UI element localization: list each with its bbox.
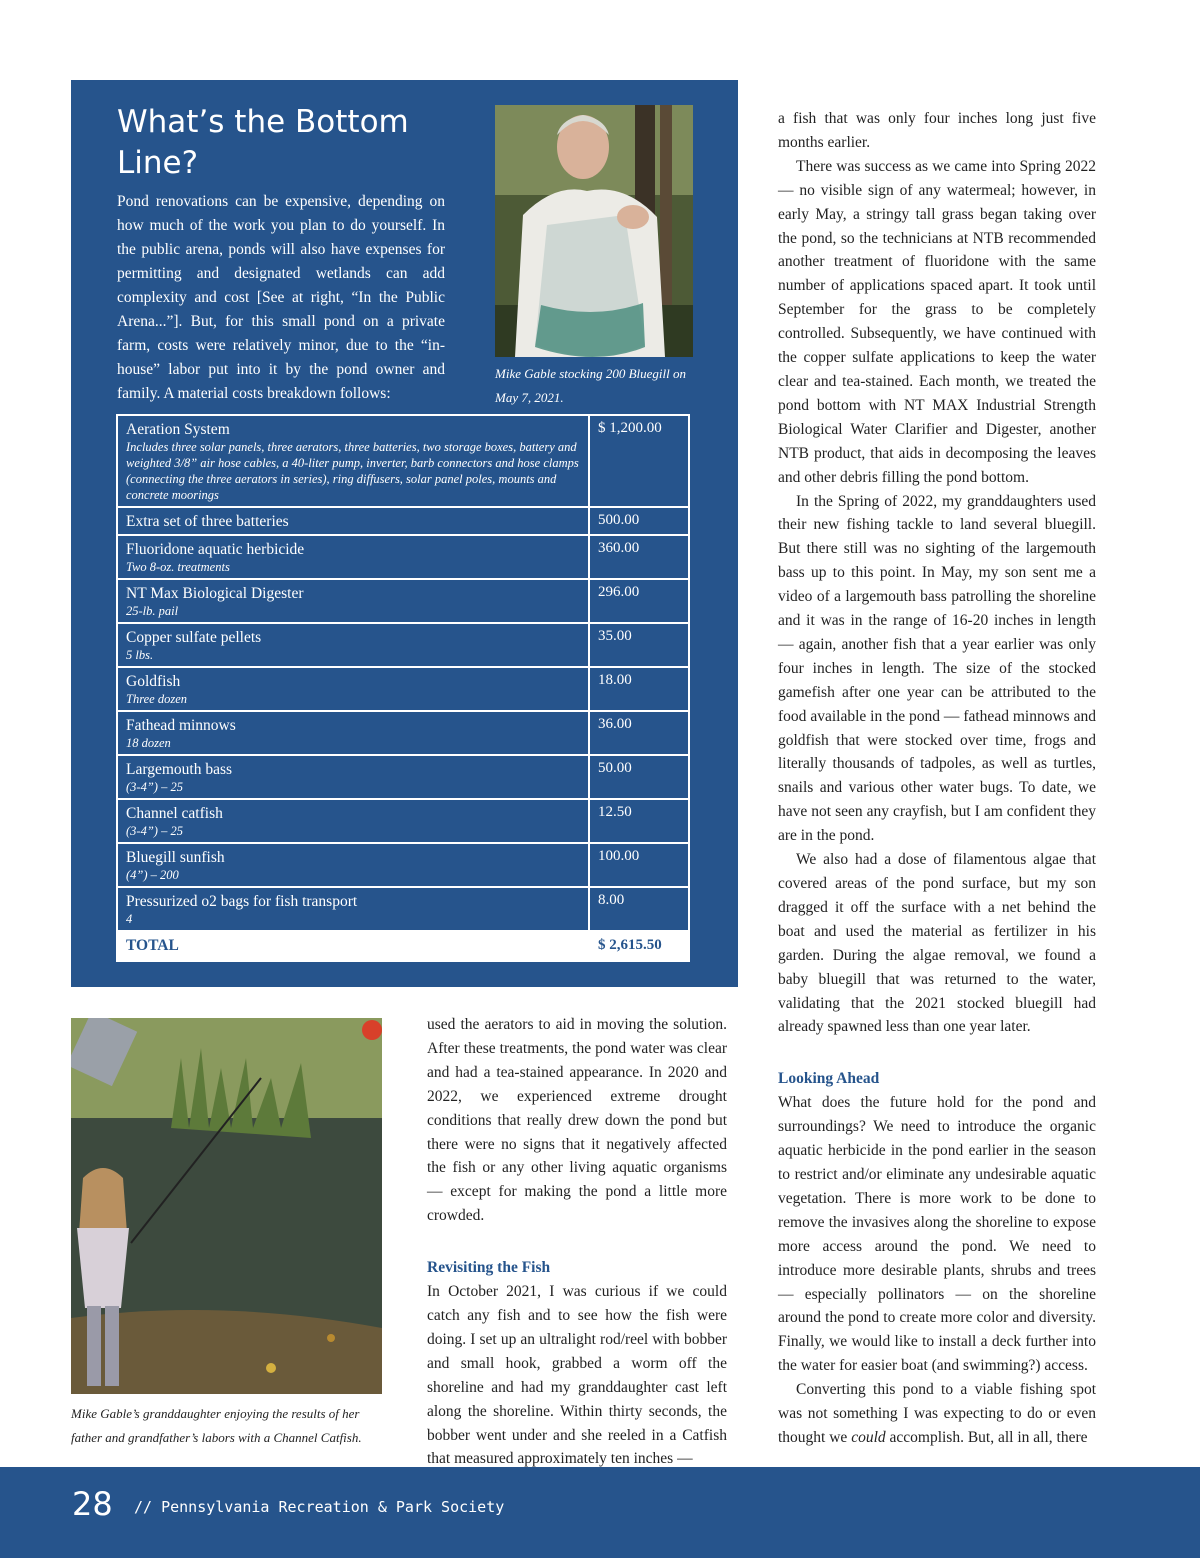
cost-item: Extra set of three batteries	[126, 513, 289, 530]
paragraph: We also had a dose of filamentous algae that covered areas of the pond surface, but my son dragged it off the surface with a net behind the boat and used the material as fertilizer in his garden. During the algae removal, we found a baby bluegill that was returned to the water, validating that the 2021 stocked bluegill had already spawned less than one year later.	[778, 851, 1096, 1036]
cost-amount: 12.50	[589, 799, 689, 843]
cost-row	[117, 711, 689, 755]
cost-row	[117, 415, 689, 507]
cost-amount: 36.00	[589, 711, 689, 755]
section-heading-revisiting-fish: Revisiting the Fish	[427, 1259, 551, 1277]
cost-row	[117, 623, 689, 667]
cost-detail: 4	[126, 912, 133, 926]
text-run: Converting this pond to a viable fishing spot was not something I was expecting to do or even thought we	[778, 1381, 1096, 1446]
cost-amount: 50.00	[589, 755, 689, 799]
publication-name: // Pennsylvania Recreation & Park Society	[134, 1498, 505, 1516]
cost-row	[117, 535, 689, 579]
text-run: accomplish. But, all in all, there	[885, 1428, 1088, 1446]
paragraph: a fish that was only four inches long just five months earlier.	[778, 110, 1096, 151]
bottom-line-sidebar	[71, 80, 738, 987]
cost-detail: (4”) – 200	[126, 868, 179, 882]
cost-item: NT Max Biological Digester	[126, 585, 304, 602]
cost-detail: Three dozen	[126, 692, 187, 706]
paragraph: In October 2021, I was curious if we could catch any fish and to see how the fish were doing. I set up an ultralight rod/reel with bobber and small hook, grabbed a worm off the shoreline and had my granddaughter cast left along the shoreline. Within thirty seconds, the bobber went under and she reeled in a Catfish that measured approximately ten inches —	[427, 1283, 727, 1468]
paragraph	[778, 1378, 1096, 1450]
cost-detail: Two 8-oz. treatments	[126, 560, 230, 574]
paragraph: What does the future hold for the pond and surroundings? We need to introduce the organic aquatic herbicide in the pond earlier in the season to restrict and/or eliminate any undesirable aquatic vegetation. There is more work to be done to remove the invasives along the shoreline to expose more access around the pond. We need to introduce more desirable plants, shrubs and trees — especially pollinators — on the shoreline around the pond to create more color and diversity. Finally, we would like to install a deck further into the water for easier boat (and swimming?) access.	[778, 1094, 1096, 1375]
cost-row	[117, 755, 689, 799]
total-row	[117, 931, 689, 961]
emphasis: could	[851, 1428, 886, 1446]
catfish-photo-caption: Mike Gable’s granddaughter enjoying the results of her father and grandfather’s labors with a Channel Catfish.	[71, 1406, 362, 1445]
cost-row	[117, 887, 689, 931]
section-heading-looking-ahead: Looking Ahead	[778, 1070, 880, 1088]
total-label: TOTAL	[117, 931, 589, 961]
cost-row	[117, 799, 689, 843]
cost-amount: 18.00	[589, 667, 689, 711]
cost-row	[117, 579, 689, 623]
cost-amount: 100.00	[589, 843, 689, 887]
cost-amount: 500.00	[589, 507, 689, 535]
cost-row	[117, 843, 689, 887]
paragraph: There was success as we came into Spring 2022 — no visible sign of any watermeal; however, in early May, a stringy tall grass began taking over the pond, so the technicians at NTB recommended another treatment of fluoridone with the same number of applications spaced apart. It took until September for the grass to be completely controlled. Subsequently, we have continued with the copper sulfate applications to keep the water clear and tea-stained. Each month, we treated the pond bottom with NT MAX Industrial Strength Biological Water Clarifier and Digester, another NTB product, that aids in decomposing the leaves and other debris filling the pond bottom.	[778, 157, 1096, 486]
material-costs-table	[116, 414, 690, 962]
cost-detail: 18 dozen	[126, 736, 171, 750]
cost-detail: (3-4”) – 25	[126, 780, 183, 794]
stocking-bluegill-photo	[495, 105, 693, 357]
cost-item: Channel catfish	[126, 805, 223, 822]
sidebar-intro: Pond renovations can be expensive, depending on how much of the work you plan to do yourself. In the public arena, ponds will also have expenses for permitting and designated wetlands can add complexity and cost [See at right, “In the Public Arena...”]. But, for this small pond on a private farm, costs were relatively minor, due to the “in-house” labor put into it by the pond owner and family. A material costs breakdown follows:	[117, 193, 445, 402]
page-number: 28	[72, 1485, 113, 1523]
stocking-photo-caption: Mike Gable stocking 200 Bluegill on May 7, 2021.	[495, 366, 686, 405]
cost-amount: $ 1,200.00	[589, 415, 689, 507]
total-amount: $ 2,615.50	[589, 931, 689, 961]
cost-item: Aeration System	[126, 421, 230, 438]
cost-item: Goldfish	[126, 673, 181, 690]
paragraph: used the aerators to aid in moving the solution. After these treatments, the pond water was clear and had a tea-stained appearance. In 2020 and 2022, we experienced extreme drought conditions that really drew down the pond but there were no signs that it negatively affected the fish or any other living aquatic organisms — except for making the pond a little more crowded.	[427, 1016, 727, 1225]
cost-item: Fluoridone aquatic herbicide	[126, 541, 305, 558]
granddaughter-catfish-photo	[71, 1018, 382, 1394]
cost-amount: 360.00	[589, 535, 689, 579]
article-column-middle	[427, 1013, 727, 1471]
cost-amount: 296.00	[589, 579, 689, 623]
cost-row	[117, 507, 689, 535]
cost-item: Bluegill sunfish	[126, 849, 225, 866]
cost-item: Largemouth bass	[126, 761, 233, 778]
article-column-right	[778, 107, 1096, 1450]
cost-detail: (3-4”) – 25	[126, 824, 183, 838]
cost-detail: 5 lbs.	[126, 648, 154, 662]
cost-item: Pressurized o2 bags for fish transport	[126, 893, 358, 910]
paragraph: In the Spring of 2022, my granddaughters used their new fishing tackle to land several bluegill. But there still was no sighting of the largemouth bass up to this point. In May, my son sent me a video of a largemouth bass patrolling the shoreline and it was in the range of 16-20 inches in length — again, another fish that a year earlier was only four inches in length. The size of the stocked gamefish after one year can be attributed to the food available in the pond — fathead minnows and goldfish that were stocked over time, frogs and literally thousands of tadpoles, as well as turtles, snails and various other water bugs. To date, we have not seen any crayfish, but I am confident they are in the pond.	[778, 492, 1096, 845]
cost-detail: 25-lb. pail	[126, 604, 179, 618]
cost-amount: 8.00	[589, 887, 689, 931]
page-footer	[0, 1467, 1200, 1558]
cost-detail: Includes three solar panels, three aerators, three batteries, two storage boxes, battery and weighted 3/8” air hose cables, a 40-liter pump, inverter, barb connectors and hose clamps (connecting the three aerators in series), ring diffusers, solar panel poles, mounts and concrete moorings	[126, 440, 579, 502]
cost-item: Fathead minnows	[126, 717, 236, 734]
cost-item: Copper sulfate pellets	[126, 629, 262, 646]
cost-amount: 35.00	[589, 623, 689, 667]
cost-row	[117, 667, 689, 711]
sidebar-title: What’s the Bottom Line?	[117, 104, 409, 181]
